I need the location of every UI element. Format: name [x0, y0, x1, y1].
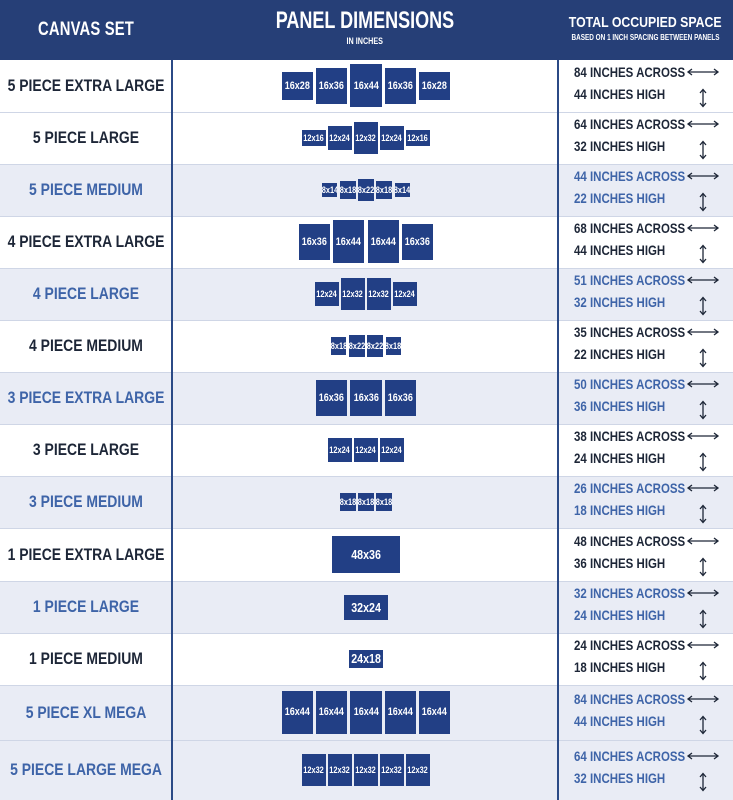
horizontal-double-arrow-icon — [686, 589, 720, 597]
vertical-double-arrow-icon — [699, 244, 707, 264]
column-divider-right — [557, 60, 559, 800]
height-measure: 44 INCHES HIGH — [574, 712, 666, 729]
horizontal-double-arrow-icon — [686, 432, 720, 440]
height-measure: 18 INCHES HIGH — [574, 659, 666, 675]
panel-size-label: 16x36 — [387, 392, 413, 405]
panel-size-label: 12x24 — [329, 444, 351, 455]
panel-size-label: 12x24 — [355, 444, 377, 455]
panel-size-label: 12x32 — [368, 288, 390, 299]
table-row — [0, 740, 733, 800]
canvas-set-name: 5 PIECE EXTRA LARGE — [7, 76, 165, 95]
canvas-set-name: 1 PIECE EXTRA LARGE — [7, 544, 165, 564]
canvas-set-name: 1 PIECE MEDIUM — [29, 649, 143, 668]
height-measure: 32 INCHES HIGH — [574, 138, 666, 154]
row-separator — [0, 268, 733, 269]
canvas-panel — [315, 282, 338, 306]
canvas-panel — [328, 126, 351, 150]
canvas-panel — [376, 493, 392, 511]
canvas-panel — [350, 691, 381, 734]
vertical-double-arrow-icon — [699, 192, 707, 212]
row-separator — [0, 320, 733, 321]
height-measure: 36 INCHES HIGH — [574, 554, 666, 571]
width-measure: 26 INCHES ACROSS — [574, 480, 686, 496]
canvas-set-name: 5 PIECE LARGE — [32, 128, 140, 147]
row-separator — [0, 528, 733, 529]
canvas-panel — [302, 754, 325, 785]
panel-size-label: 16x28 — [284, 79, 310, 92]
panel-dimensions-heading — [172, 6, 558, 56]
row-separator — [0, 216, 733, 217]
canvas-set-heading: CANVAS SET — [38, 19, 134, 40]
table-row — [0, 320, 733, 372]
panel-size-label: 16x44 — [284, 706, 310, 719]
canvas-panel — [406, 130, 429, 146]
canvas-panel — [316, 68, 347, 103]
canvas-panel — [354, 438, 377, 462]
horizontal-double-arrow-icon — [686, 484, 720, 492]
canvas-panel — [368, 220, 399, 263]
vertical-double-arrow-icon — [699, 661, 707, 681]
panel-size-label: 12x24 — [316, 288, 338, 299]
canvas-panel — [354, 122, 377, 153]
height-measure: 24 INCHES HIGH — [574, 607, 666, 623]
canvas-panel — [302, 130, 325, 146]
table-row — [0, 528, 733, 581]
canvas-panel — [322, 183, 338, 197]
canvas-panel — [340, 181, 356, 199]
panel-size-label: 8x18 — [376, 184, 392, 195]
canvas-panel — [358, 179, 374, 201]
panel-size-label: 12x24 — [394, 288, 416, 299]
panel-size-label: 8x18 — [358, 496, 374, 507]
width-measure: 84 INCHES ACROSS — [574, 690, 686, 707]
panel-size-label: 16x44 — [387, 706, 413, 719]
table-row — [0, 60, 733, 112]
canvas-panel — [341, 278, 364, 309]
column-divider-left — [171, 60, 173, 800]
canvas-panel — [358, 493, 374, 511]
panel-size-label: 16x28 — [422, 79, 448, 92]
height-measure: 36 INCHES HIGH — [574, 398, 666, 414]
horizontal-double-arrow-icon — [686, 68, 720, 76]
panel-size-label: 24x18 — [351, 651, 381, 667]
height-measure: 22 INCHES HIGH — [574, 346, 666, 362]
vertical-double-arrow-icon — [699, 715, 707, 735]
row-separator — [0, 685, 733, 686]
total-space-heading — [558, 14, 733, 54]
canvas-panel — [354, 754, 377, 785]
width-measure: 38 INCHES ACROSS — [574, 428, 686, 444]
canvas-panel — [367, 335, 383, 357]
canvas-set-name: 3 PIECE EXTRA LARGE — [7, 388, 165, 407]
canvas-panel — [395, 183, 411, 197]
width-measure: 68 INCHES ACROSS — [574, 220, 686, 236]
width-measure: 32 INCHES ACROSS — [574, 585, 686, 601]
canvas-set-name: 3 PIECE LARGE — [32, 440, 140, 459]
width-measure: 64 INCHES ACROSS — [574, 748, 686, 764]
panel-size-label: 16x36 — [319, 392, 345, 405]
vertical-double-arrow-icon — [699, 772, 707, 792]
canvas-panel — [316, 380, 347, 415]
panel-dimensions-subtitle: IN INCHES — [346, 36, 384, 46]
canvas-panel — [332, 536, 399, 573]
canvas-panel — [376, 181, 392, 199]
panel-size-label: 12x32 — [355, 764, 377, 775]
width-measure: 51 INCHES ACROSS — [574, 272, 686, 288]
canvas-set-name: 4 PIECE LARGE — [32, 284, 140, 303]
canvas-panel — [333, 220, 364, 263]
panel-size-label: 8x22 — [349, 340, 365, 351]
width-measure: 64 INCHES ACROSS — [574, 116, 686, 132]
canvas-set-name: 5 PIECE XL MEGA — [25, 702, 147, 722]
canvas-panel — [344, 595, 389, 620]
canvas-panel — [331, 337, 347, 355]
width-measure: 48 INCHES ACROSS — [574, 532, 686, 549]
panel-size-label: 8x22 — [367, 340, 383, 351]
canvas-panel — [350, 380, 381, 415]
canvas-panel — [328, 754, 351, 785]
panel-size-label: 12x32 — [355, 132, 377, 143]
canvas-set-name: 5 PIECE MEDIUM — [29, 180, 143, 199]
canvas-panel — [385, 380, 416, 415]
panel-size-label: 16x36 — [405, 236, 431, 249]
height-measure: 32 INCHES HIGH — [574, 294, 666, 310]
table-row — [0, 685, 733, 740]
panel-size-label: 16x36 — [301, 236, 327, 249]
height-measure: 44 INCHES HIGH — [574, 86, 666, 102]
row-separator — [0, 112, 733, 113]
row-separator — [0, 476, 733, 477]
panel-size-label: 8x18 — [340, 184, 356, 195]
canvas-set-name: 5 PIECE LARGE MEGA — [10, 760, 162, 779]
panel-size-label: 12x24 — [381, 444, 403, 455]
panel-size-label: 8x18 — [330, 340, 347, 351]
height-measure: 32 INCHES HIGH — [574, 770, 666, 786]
panel-size-label: 8x18 — [385, 340, 402, 351]
canvas-set-name: 4 PIECE EXTRA LARGE — [7, 232, 165, 251]
panel-size-label: 16x44 — [336, 235, 362, 248]
width-measure: 44 INCHES ACROSS — [574, 168, 686, 184]
table-row — [0, 633, 733, 685]
panel-size-label: 8x18 — [340, 496, 356, 507]
panel-size-label: 12x32 — [407, 764, 429, 775]
canvas-set-name: 1 PIECE LARGE — [32, 597, 140, 616]
table-row — [0, 112, 733, 164]
canvas-panel — [393, 282, 416, 306]
row-separator — [0, 164, 733, 165]
canvas-panel — [380, 438, 403, 462]
canvas-panel — [380, 754, 403, 785]
canvas-panel — [386, 337, 402, 355]
horizontal-double-arrow-icon — [686, 224, 720, 232]
panel-size-label: 16x36 — [387, 80, 413, 93]
horizontal-double-arrow-icon — [686, 172, 720, 180]
panel-size-label: 8x22 — [358, 184, 374, 195]
horizontal-double-arrow-icon — [686, 328, 720, 336]
panel-size-label: 16x44 — [422, 706, 448, 719]
canvas-panel — [385, 691, 416, 734]
height-measure: 18 INCHES HIGH — [574, 502, 666, 518]
canvas-panel — [299, 224, 330, 259]
height-measure: 44 INCHES HIGH — [574, 242, 666, 258]
panel-size-label: 16x44 — [370, 235, 396, 248]
panel-size-label: 12x32 — [381, 764, 403, 775]
canvas-panel — [367, 278, 390, 309]
canvas-panel — [349, 650, 383, 669]
canvas-panel — [340, 493, 356, 511]
vertical-double-arrow-icon — [699, 348, 707, 368]
panel-size-label: 16x36 — [353, 392, 379, 405]
canvas-panel — [419, 72, 450, 99]
total-space-subtitle: BASED ON 1 INCH SPACING BETWEEN PANELS — [571, 33, 720, 42]
canvas-panel — [328, 438, 351, 462]
vertical-double-arrow-icon — [699, 88, 707, 108]
panel-size-label: 48x36 — [351, 546, 381, 562]
width-measure: 24 INCHES ACROSS — [574, 637, 686, 653]
table-row — [0, 372, 733, 424]
total-space-title: TOTAL OCCUPIED SPACE — [569, 14, 722, 31]
height-measure: 22 INCHES HIGH — [574, 190, 666, 206]
horizontal-double-arrow-icon — [686, 752, 720, 760]
panel-size-label: 12x32 — [342, 288, 364, 299]
canvas-panel — [350, 64, 381, 107]
panel-size-label: 32x24 — [351, 599, 381, 615]
canvas-set-name: 3 PIECE MEDIUM — [29, 492, 143, 511]
panel-size-label: 12x16 — [303, 133, 325, 144]
horizontal-double-arrow-icon — [686, 380, 720, 388]
panel-size-label: 16x44 — [319, 706, 345, 719]
canvas-panel — [419, 691, 450, 734]
vertical-double-arrow-icon — [699, 400, 707, 420]
height-measure: 24 INCHES HIGH — [574, 450, 666, 466]
row-separator — [0, 424, 733, 425]
panel-size-label: 12x16 — [407, 133, 429, 144]
horizontal-double-arrow-icon — [686, 120, 720, 128]
canvas-set-name: 4 PIECE MEDIUM — [29, 336, 143, 355]
row-separator — [0, 581, 733, 582]
vertical-double-arrow-icon — [699, 140, 707, 160]
canvas-panel — [406, 754, 429, 785]
panel-size-label: 16x44 — [353, 79, 379, 92]
row-separator — [0, 372, 733, 373]
horizontal-double-arrow-icon — [686, 695, 720, 703]
horizontal-double-arrow-icon — [686, 276, 720, 284]
panel-dimensions-title: PANEL DIMENSIONS — [275, 7, 455, 34]
row-separator — [0, 633, 733, 634]
table-row — [0, 268, 733, 320]
vertical-double-arrow-icon — [699, 452, 707, 472]
table-row — [0, 476, 733, 528]
vertical-double-arrow-icon — [699, 557, 707, 577]
panel-size-label: 12x24 — [329, 132, 351, 143]
vertical-double-arrow-icon — [699, 296, 707, 316]
vertical-double-arrow-icon — [699, 609, 707, 629]
canvas-panel — [385, 68, 416, 103]
panel-size-label: 12x32 — [303, 764, 325, 775]
horizontal-double-arrow-icon — [686, 641, 720, 649]
row-separator — [0, 740, 733, 741]
table-row — [0, 581, 733, 633]
canvas-panel — [380, 126, 403, 150]
width-measure: 50 INCHES ACROSS — [574, 376, 686, 392]
canvas-panel — [282, 72, 313, 99]
width-measure: 84 INCHES ACROSS — [574, 64, 686, 80]
panel-size-label: 12x24 — [381, 132, 403, 143]
width-measure: 35 INCHES ACROSS — [574, 324, 686, 340]
canvas-panel — [282, 691, 313, 734]
panel-size-label: 8x14 — [321, 184, 338, 195]
panel-size-label: 8x18 — [376, 496, 392, 507]
panel-size-label: 16x36 — [319, 80, 345, 93]
canvas-panel — [349, 335, 365, 357]
table-row — [0, 216, 733, 268]
horizontal-double-arrow-icon — [686, 537, 720, 545]
size-table — [0, 60, 733, 800]
vertical-double-arrow-icon — [699, 504, 707, 524]
table-header — [0, 0, 733, 60]
panel-size-label: 8x14 — [394, 184, 411, 195]
canvas-panel — [402, 224, 433, 259]
canvas-panel — [316, 691, 347, 734]
panel-size-label: 16x44 — [353, 706, 379, 719]
table-row — [0, 164, 733, 216]
table-row — [0, 424, 733, 476]
panel-size-label: 12x32 — [329, 764, 351, 775]
